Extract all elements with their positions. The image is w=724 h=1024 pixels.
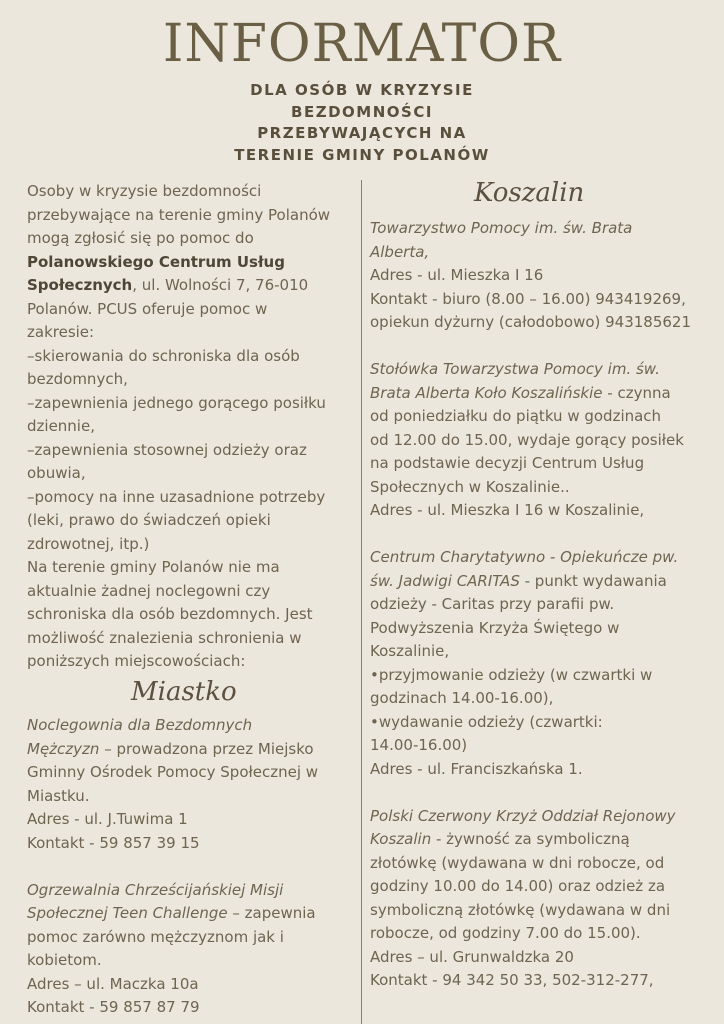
contact-line: Kontakt - 94 342 50 33, 502-312-277, bbox=[370, 971, 654, 989]
text-line: Osoby w kryzysie bezdomności bbox=[27, 182, 262, 200]
text-line: Na terenie gminy Polanów nie ma bbox=[27, 558, 280, 576]
text-span: Brata Alberta Koło Koszalińskie bbox=[370, 383, 603, 402]
subtitle-line: BEZDOMNOŚCI bbox=[291, 102, 433, 121]
text-line: mogą zgłosić się po pomoc do bbox=[27, 229, 254, 247]
text-line: –zapewnienia jednego gorącego posiłku bbox=[27, 393, 326, 412]
text-span: Społecznej Teen Challenge bbox=[27, 904, 228, 922]
text-line: od poniedziałku do piątku w godzinach bbox=[370, 407, 662, 425]
city-heading-miastko: Miastko bbox=[131, 677, 237, 707]
text-line: Społecznych w Koszalinie.. bbox=[370, 477, 570, 496]
text-line bbox=[370, 570, 716, 594]
text-line bbox=[370, 382, 716, 406]
address-line: Adres – ul. Grunwaldzka 20 bbox=[370, 947, 574, 966]
miastko-entries bbox=[27, 714, 357, 1020]
text-line: godziny 10.00 do 14.00) oraz odzież za bbox=[370, 877, 666, 895]
entry-pck bbox=[370, 805, 716, 993]
text-line: przebywające na terenie gminy Polanów bbox=[27, 205, 331, 224]
text-line: godzinach 14.00-16.00), bbox=[370, 689, 554, 707]
text-span: – zapewnia bbox=[227, 904, 316, 922]
text-span: - czynna bbox=[602, 383, 671, 402]
text-line: (leki, prawo do świadczeń opieki bbox=[27, 511, 271, 529]
pcus-name-bold: Społecznych bbox=[27, 276, 133, 294]
text-span: Mężczyzn bbox=[27, 739, 100, 758]
text-line: –skierowania do schroniska dla osób bbox=[27, 346, 300, 365]
text-line bbox=[27, 274, 357, 298]
entry-caritas bbox=[370, 546, 716, 781]
text-line: –pomocy na inne uzasadnione potrzeby bbox=[27, 487, 326, 506]
text-line: 14.00-16.00) bbox=[370, 736, 468, 754]
text-span: Koszalin bbox=[370, 830, 432, 848]
column-divider bbox=[361, 180, 362, 1024]
text-line: Towarzystwo Pomocy im. św. Brata bbox=[370, 219, 633, 237]
text-line: Noclegownia dla Bezdomnych bbox=[27, 716, 253, 734]
text-line: odzieży - Caritas przy parafii pw. bbox=[370, 595, 615, 613]
subtitle-line: DLA OSÓB W KRYZYSIE bbox=[250, 81, 474, 99]
subtitle-line: PRZEBYWAJĄCYCH NA bbox=[257, 124, 467, 142]
text-line: aktualnie żadnej noclegowni czy bbox=[27, 581, 271, 600]
contact-line: Kontakt - 59 857 39 15 bbox=[27, 833, 200, 852]
text-line: na podstawie decyzji Centrum Usług bbox=[370, 454, 645, 472]
text-span: - żywność za symboliczną bbox=[431, 830, 630, 848]
text-line: poniższych miejscowościach: bbox=[27, 652, 246, 670]
text-line: Ogrzewalnia Chrześcijańskiej Misji bbox=[27, 880, 284, 899]
address-line: Adres - ul. J.Tuwima 1 bbox=[27, 810, 188, 828]
city-heading-koszalin: Koszalin bbox=[474, 178, 585, 208]
page-subtitle bbox=[0, 80, 724, 166]
text-line: Stołówka Towarzystwa Pomocy im. św. bbox=[370, 360, 660, 378]
entry-noclegownia bbox=[27, 714, 357, 855]
page-title: INFORMATOR bbox=[162, 14, 562, 74]
right-column bbox=[370, 217, 716, 993]
text-line bbox=[27, 738, 357, 762]
text-line: schroniska dla osób bezdomnych. Jest bbox=[27, 605, 313, 623]
text-line bbox=[27, 902, 357, 926]
pcus-name-line: Polanowskiego Centrum Usług bbox=[27, 252, 285, 271]
text-line: pomoc zarówno mężczyznom jak i bbox=[27, 927, 284, 946]
contact-line: opiekun dyżurny (całodobowo) 943185621 bbox=[370, 313, 692, 331]
text-line: bezdomnych, bbox=[27, 370, 128, 388]
address-line: Adres - ul. Franciszkańska 1. bbox=[370, 759, 583, 778]
text-line: Polski Czerwony Krzyż Oddział Rejonowy bbox=[370, 806, 676, 825]
text-line: Miastku. bbox=[27, 786, 90, 805]
text-line: robocze, od godziny 7.00 do 15.00). bbox=[370, 924, 641, 942]
text-span: św. Jadwigi CARITAS bbox=[370, 571, 520, 590]
entry-ogrzewalnia bbox=[27, 879, 357, 1020]
text-line: obuwia, bbox=[27, 464, 86, 482]
text-line: Gminny Ośrodek Pomocy Społecznej w bbox=[27, 763, 319, 781]
text-line: zakresie: bbox=[27, 323, 95, 341]
text-line: Koszalinie, bbox=[370, 642, 450, 660]
text-line: kobietom. bbox=[27, 951, 102, 969]
text-line: złotówkę (wydawana w dni robocze, od bbox=[370, 853, 665, 872]
text-line: możliwość znalezienia schronienia w bbox=[27, 628, 302, 647]
text-line: symboliczną złotówkę (wydawana w dni bbox=[370, 900, 671, 919]
text-span: - punkt wydawania bbox=[519, 571, 667, 590]
entry-towarzystwo bbox=[370, 217, 716, 335]
text-line: dziennie, bbox=[27, 417, 95, 435]
address-line: Adres - ul. Mieszka I 16 w Koszalinie, bbox=[370, 501, 645, 519]
text-line: Podwyższenia Krzyża Świętego w bbox=[370, 618, 620, 637]
contact-line: Kontakt - biuro (8.00 – 16.00) 943419269, bbox=[370, 289, 686, 308]
bullet-line: •wydawanie odzieży (czwartki: bbox=[370, 712, 603, 731]
address-line: Adres - ul. Mieszka I 16 bbox=[370, 266, 544, 284]
address-line: Adres – ul. Maczka 10a bbox=[27, 974, 199, 993]
text-span: – prowadzona przez Miejsko bbox=[99, 739, 314, 758]
bullet-line: •przyjmowanie odzieży (w czwartki w bbox=[370, 665, 653, 684]
left-column bbox=[27, 180, 357, 674]
entry-stolowka bbox=[370, 358, 716, 523]
text-line bbox=[370, 828, 716, 852]
intro-paragraph bbox=[27, 180, 357, 674]
text-line: zdrowotnej, itp.) bbox=[27, 534, 150, 553]
subtitle-line: TERENIE GMINY POLANÓW bbox=[234, 145, 490, 164]
text-line: od 12.00 do 15.00, wydaje gorący posiłek bbox=[370, 430, 684, 449]
text-line: –zapewnienia stosownej odzieży oraz bbox=[27, 440, 307, 459]
text-span: , ul. Wolności 7, 76-010 bbox=[132, 276, 309, 294]
text-line: Centrum Charytatywno - Opiekuńcze pw. bbox=[370, 548, 679, 566]
text-line: Polanów. PCUS oferuje pomoc w bbox=[27, 299, 268, 318]
text-line: Alberta, bbox=[370, 242, 430, 261]
contact-line: Kontakt - 59 857 87 79 bbox=[27, 998, 200, 1016]
